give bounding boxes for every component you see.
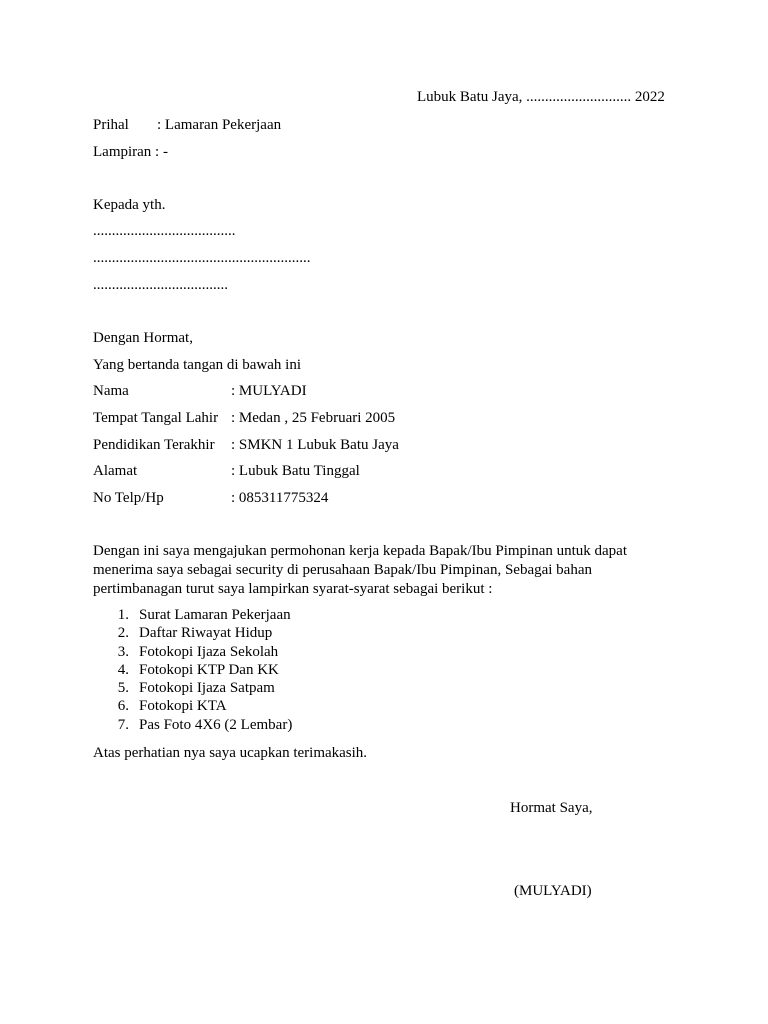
date-line: Lubuk Batu Jaya, ............................ 2022 [417, 89, 665, 105]
signature-name: (MULYADI) [514, 883, 592, 899]
list-text: Surat Lamaran Pekerjaan [139, 607, 291, 623]
list-text: Fotokopi Ijaza Sekolah [139, 643, 279, 660]
identity-label: Pendidikan Terakhir [93, 437, 215, 453]
list-text: Daftar Riwayat Hidup [139, 625, 273, 642]
list-text: Fotokopi KTA [139, 698, 227, 715]
list-number: 6. [117, 698, 129, 715]
regards-line: Hormat Saya, [510, 800, 593, 816]
recipient-line-1: ...................................... [93, 223, 236, 239]
identity-label: No Telp/Hp [93, 490, 164, 506]
identity-value: : SMKN 1 Lubuk Batu Jaya [231, 437, 399, 453]
identity-value: : MULYADI [231, 383, 307, 399]
list-text: Fotokopi Ijaza Satpam [139, 680, 275, 697]
salutation: Dengan Hormat, [93, 330, 193, 346]
subject-value: : Lamaran Pekerjaan [157, 117, 282, 133]
list-number: 4. [117, 661, 129, 678]
thanks-line: Atas perhatian nya saya ucapkan terimakasih. [93, 745, 368, 761]
identity-label: Nama [93, 383, 129, 399]
identity-value: : 085311775324 [231, 490, 329, 506]
recipient-line-3: .................................... [93, 277, 228, 293]
list-number: 7. [117, 716, 129, 733]
attachment-line: Lampiran : - [93, 144, 168, 160]
subject-label: Prihal [93, 117, 129, 133]
list-text: Fotokopi KTP Dan KK [139, 661, 279, 678]
list-text: Pas Foto 4X6 (2 Lembar) [139, 716, 293, 733]
intro-line: Yang bertanda tangan di bawah ini [93, 357, 302, 373]
recipient-line-2: .......................................................... [93, 250, 311, 266]
list-number: 2. [117, 625, 129, 642]
identity-label: Tempat Tangal Lahir [93, 410, 219, 426]
list-number: 5. [117, 680, 129, 697]
body-paragraph: Dengan ini saya mengajukan permohonan kerja kepada Bapak/Ibu Pimpinan untuk dapat menerima saya sebagai security di perusahaan Bapak/Ibu Pimpinan, Sebagai bahan pertimbanagan turut saya lampirkan syarat-syarat sebagai berikut : [93, 543, 628, 597]
identity-label: Alamat [93, 463, 138, 479]
list-number: 1. [117, 607, 129, 623]
identity-value: : Lubuk Batu Tinggal [231, 463, 360, 479]
recipient-greeting: Kepada yth. [93, 197, 166, 213]
identity-value: : Medan , 25 Februari 2005 [231, 410, 396, 426]
list-number: 3. [117, 643, 129, 660]
